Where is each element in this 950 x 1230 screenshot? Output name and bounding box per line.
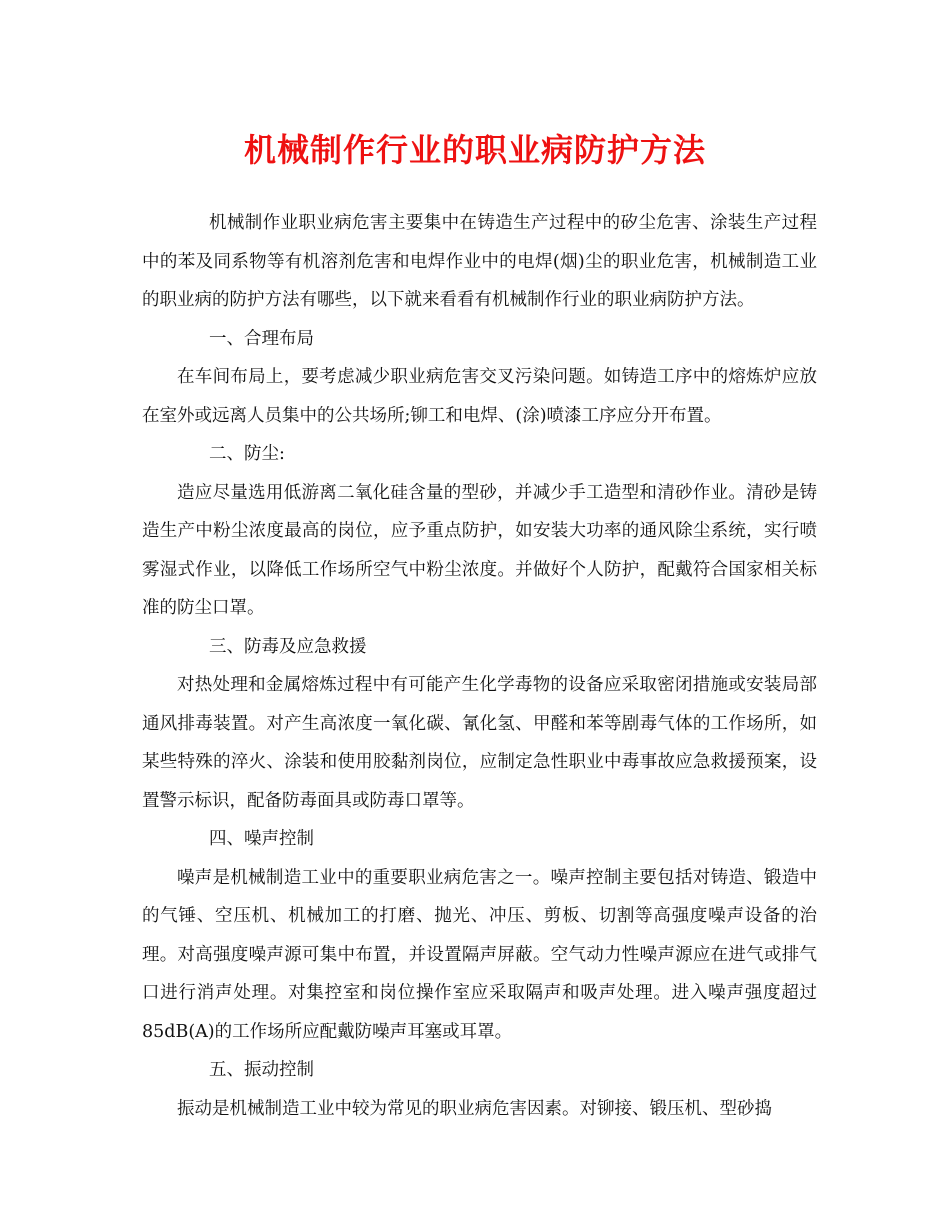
- document-title: 机械制作行业的职业病防护方法: [243, 131, 706, 169]
- section-heading-poison: 三、防毒及应急救援: [209, 636, 367, 657]
- section-text-vibration: 振动是机械制造工业中较为常见的职业病危害因素。对铆接、锻压机、型砂捣: [177, 1098, 772, 1119]
- intro-paragraph: 机械制作业职业病危害主要集中在铸造生产过程中的矽尘危害、涂装生产过程中的苯及同系物等有机溶剂危害和电焊作业中的电焊(烟)尘的职业危害，机械制造工业的职业病的防护方法有哪些，以下就来看看有机械制作行业的职业病防护方法。: [142, 213, 817, 310]
- document-body: [142, 204, 817, 1128]
- section-heading-dust: 二、防尘:: [209, 444, 285, 464]
- section-text-dust: 造应尽量选用低游离二氧化硅含量的型砂，并减少手工造型和清砂作业。清砂是铸造生产中粉尘浓度最高的岗位，应予重点防护，如安装大功率的通风除尘系统，实行喷雾湿式作业，以降低工作场所空气中粉尘浓度。并做好个人防护，配戴符合国家相关标准的防尘口罩。: [142, 482, 817, 618]
- section-heading-layout: 一、合理布局: [209, 328, 314, 349]
- section-heading-noise: 四、噪声控制: [209, 829, 314, 849]
- section-text-poison: 对热处理和金属熔炼过程中有可能产生化学毒物的设备应采取密闭措施或安装局部通风排毒装置。对产生高浓度一氧化碳、氰化氢、甲醛和苯等剧毒气体的工作场所，如某些特殊的淬火、涂装和使用胶黏剂岗位，应制定急性职业中毒事故应急救援预案，设置警示标识，配备防毒面具或防毒口罩等。: [142, 675, 817, 811]
- section-heading-vibration: 五、振动控制: [209, 1060, 314, 1080]
- section-text-noise: 噪声是机械制造工业中的重要职业病危害之一。噪声控制主要包括对铸造、锻造中的气锤、空压机、机械加工的打磨、抛光、冲压、剪板、切割等高强度噪声设备的治理。对高强度噪声源可集中布置，并设置隔声屏蔽。空气动力性噪声源应在进气或排气口进行消声处理。对集控室和岗位操作室应采取隔声和吸声处理。进入噪声强度超过85dB(A)的工作场所应配戴防噪声耳塞或耳罩。: [142, 867, 817, 1042]
- section-text-layout: 在车间布局上，要考虑减少职业病危害交叉污染问题。如铸造工序中的熔炼炉应放在室外或远离人员集中的公共场所;铆工和电焊、(涂)喷漆工序应分开布置。: [142, 367, 817, 426]
